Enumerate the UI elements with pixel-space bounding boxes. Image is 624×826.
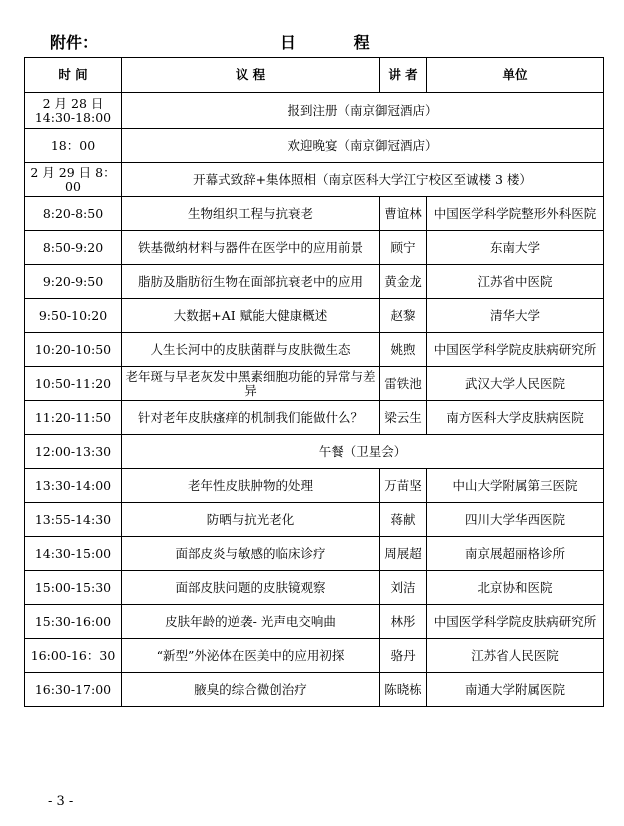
table-row — [25, 333, 604, 367]
speaker-cell: 雷铁池 — [380, 367, 427, 401]
column-header-agenda: 议 程 — [122, 58, 380, 93]
unit-cell: 南方医科大学皮肤病医院 — [427, 401, 604, 435]
unit-cell: 江苏省人民医院 — [427, 639, 604, 673]
table-row — [25, 605, 604, 639]
table-header-row — [25, 58, 604, 93]
time-cell: 11:20-11:50 — [25, 401, 122, 435]
table-row — [25, 231, 604, 265]
speaker-cell: 黄金龙 — [380, 265, 427, 299]
unit-cell: 中国医学科学院皮肤病研究所 — [427, 605, 604, 639]
unit-cell: 武汉大学人民医院 — [427, 367, 604, 401]
agenda-cell: 报到注册（南京御冠酒店） — [122, 93, 604, 129]
speaker-cell: 万苗坚 — [380, 469, 427, 503]
time-cell: 12:00-13:30 — [25, 435, 122, 469]
time-cell: 16:30-17:00 — [25, 673, 122, 707]
unit-cell: 南通大学附属医院 — [427, 673, 604, 707]
schedule-table — [24, 57, 604, 707]
agenda-cell: 老年性皮肤肿物的处理 — [122, 469, 380, 503]
agenda-cell: 开幕式致辞+集体照相（南京医科大学江宁校区至诚楼 3 楼） — [122, 163, 604, 197]
speaker-cell: 曹谊林 — [380, 197, 427, 231]
time-cell: 8:50-9:20 — [25, 231, 122, 265]
time-cell: 9:20-9:50 — [25, 265, 122, 299]
time-cell: 18：00 — [25, 129, 122, 163]
table-row — [25, 639, 604, 673]
agenda-cell: 腋臭的综合微创治疗 — [122, 673, 380, 707]
unit-cell: 清华大学 — [427, 299, 604, 333]
speaker-cell: 陈晓栋 — [380, 673, 427, 707]
time-cell: 16:00-16：30 — [25, 639, 122, 673]
time-cell: 14:30-15:00 — [25, 537, 122, 571]
table-row — [25, 129, 604, 163]
time-cell: 15:00-15:30 — [25, 571, 122, 605]
unit-cell: 南京展超丽格诊所 — [427, 537, 604, 571]
column-header-speaker: 讲 者 — [380, 58, 427, 93]
unit-cell: 东南大学 — [427, 231, 604, 265]
agenda-cell: 欢迎晚宴（南京御冠酒店） — [122, 129, 604, 163]
speaker-cell: 骆丹 — [380, 639, 427, 673]
table-row — [25, 163, 604, 197]
speaker-cell: 林彤 — [380, 605, 427, 639]
speaker-cell: 刘洁 — [380, 571, 427, 605]
speaker-cell: 赵黎 — [380, 299, 427, 333]
agenda-cell: 人生长河中的皮肤菌群与皮肤微生态 — [122, 333, 380, 367]
table-row — [25, 537, 604, 571]
agenda-cell: 老年斑与早老灰发中黑素细胞功能的异常与差异 — [122, 367, 380, 401]
time-cell: 15:30-16:00 — [25, 605, 122, 639]
unit-cell: 四川大学华西医院 — [427, 503, 604, 537]
agenda-cell: 铁基微纳材料与器件在医学中的应用前景 — [122, 231, 380, 265]
speaker-cell: 蒋献 — [380, 503, 427, 537]
agenda-cell: 防晒与抗光老化 — [122, 503, 380, 537]
table-row — [25, 93, 604, 129]
time-cell: 9:50-10:20 — [25, 299, 122, 333]
table-row — [25, 367, 604, 401]
page-title: 日 程 — [280, 33, 396, 52]
table-row — [25, 503, 604, 537]
page-number: - 3 - — [48, 794, 74, 809]
agenda-cell: 面部皮肤问题的皮肤镜观察 — [122, 571, 380, 605]
table-row — [25, 197, 604, 231]
table-row — [25, 401, 604, 435]
unit-cell: 中国医学科学院整形外科医院 — [427, 197, 604, 231]
agenda-cell: 脂肪及脂肪衍生物在面部抗衰老中的应用 — [122, 265, 380, 299]
unit-cell: 中山大学附属第三医院 — [427, 469, 604, 503]
table-row — [25, 299, 604, 333]
agenda-cell: “新型”外泌体在医美中的应用初探 — [122, 639, 380, 673]
time-cell: 8:20-8:50 — [25, 197, 122, 231]
time-cell: 2 月 29 日 8：00 — [25, 163, 122, 197]
speaker-cell: 周展超 — [380, 537, 427, 571]
agenda-cell: 皮肤年龄的逆袭- 光声电交响曲 — [122, 605, 380, 639]
agenda-cell: 生物组织工程与抗衰老 — [122, 197, 380, 231]
table-row — [25, 571, 604, 605]
attachment-label: 附件： — [50, 33, 99, 52]
speaker-cell: 梁云生 — [380, 401, 427, 435]
schedule-body — [25, 93, 604, 707]
table-row — [25, 265, 604, 299]
column-header-unit: 单位 — [427, 58, 604, 93]
time-cell: 13:30-14:00 — [25, 469, 122, 503]
agenda-cell: 针对老年皮肤瘙痒的机制我们能做什么？ — [122, 401, 380, 435]
unit-cell: 北京协和医院 — [427, 571, 604, 605]
column-header-time: 时 间 — [25, 58, 122, 93]
table-row — [25, 469, 604, 503]
agenda-cell: 面部皮炎与敏感的临床诊疗 — [122, 537, 380, 571]
speaker-cell: 姚煦 — [380, 333, 427, 367]
time-cell: 2 月 28 日 14:30-18:00 — [25, 93, 122, 129]
time-cell: 10:20-10:50 — [25, 333, 122, 367]
agenda-cell: 午餐（卫星会） — [122, 435, 604, 469]
speaker-cell: 顾宁 — [380, 231, 427, 265]
agenda-cell: 大数据+AI 赋能大健康概述 — [122, 299, 380, 333]
unit-cell: 江苏省中医院 — [427, 265, 604, 299]
document-header — [24, 28, 602, 54]
table-row — [25, 673, 604, 707]
time-cell: 13:55-14:30 — [25, 503, 122, 537]
time-cell: 10:50-11:20 — [25, 367, 122, 401]
unit-cell: 中国医学科学院皮肤病研究所 — [427, 333, 604, 367]
table-row — [25, 435, 604, 469]
